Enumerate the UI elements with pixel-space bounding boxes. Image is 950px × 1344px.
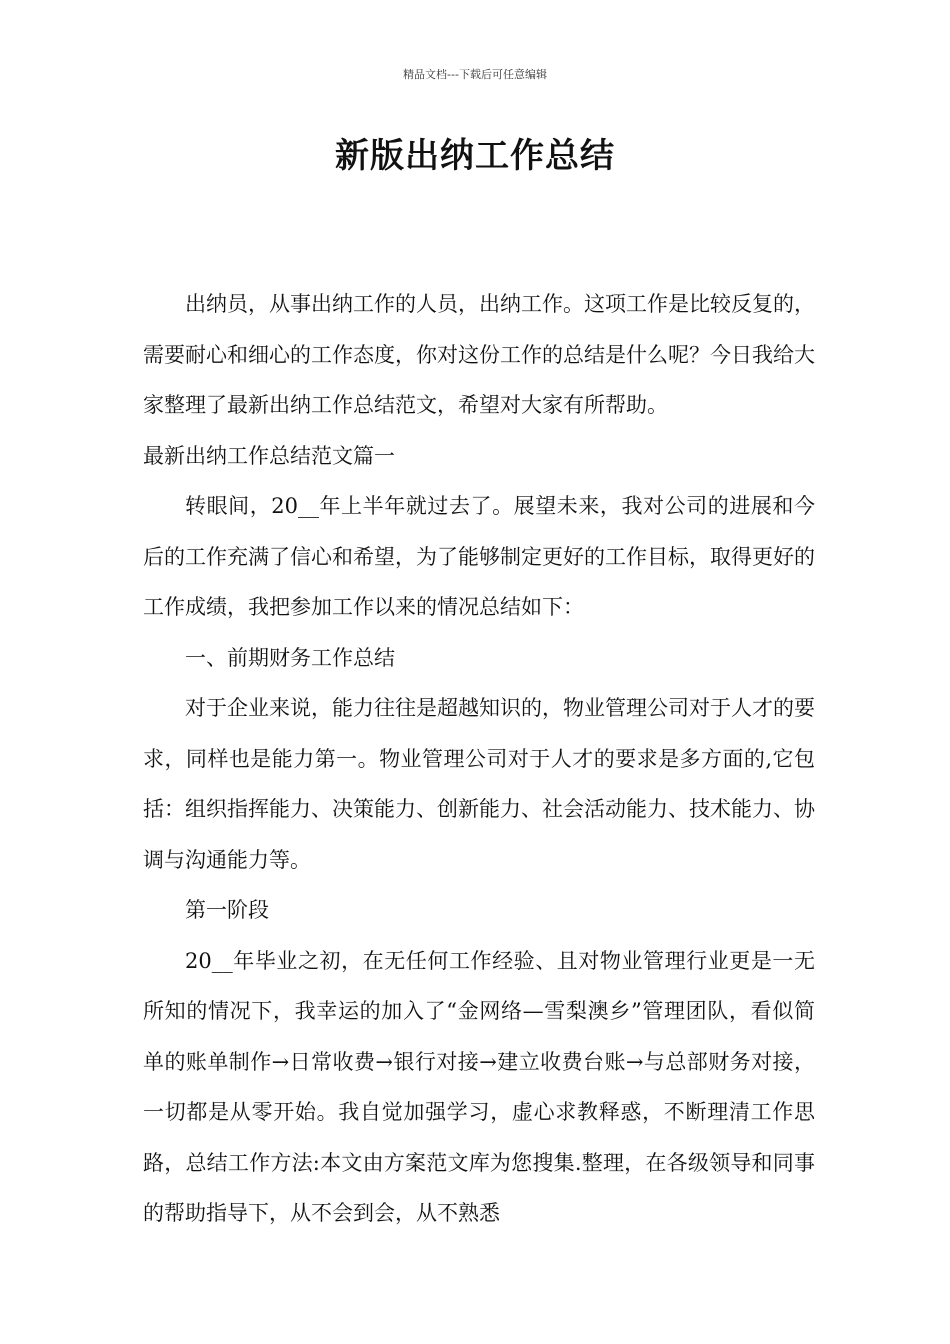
document-title: 新版出纳工作总结	[335, 136, 615, 176]
section-heading-stage-1: 第一阶段	[185, 898, 269, 922]
paragraph-ability: 对于企业来说，能力往往是超越知识的，物业管理公司对于人才的要求，同样也是能力第一。物业管理公司对于人才的要求是多方面的,它包括：组织指挥能力、决策能力、创新能力、社会活动能力、技术能力、协调与沟通能力等。	[143, 696, 815, 872]
paragraph-stage-1: 20__年毕业之初，在无任何工作经验、且对物业管理行业更是一无所知的情况下，我幸运的加入了“金网络—雪梨澳乡”管理团队，看似简单的账单制作→日常收费→银行对接→建立收费台账→与总部财务对接，一切都是从零开始。我自觉加强学习，虚心求教释惑，不断理清工作思路，总结工作方法:本文由方案范文库为您搜集.整理，在各级领导和同事的帮助指导下，从不会到会，从不熟悉	[143, 948, 815, 1225]
paragraph-intro: 出纳员，从事出纳工作的人员，出纳工作。这项工作是比较反复的，需要耐心和细心的工作态度，你对这份工作的总结是什么呢？今日我给大家整理了最新出纳工作总结范文，希望对大家有所帮助。	[143, 292, 815, 417]
paragraph-subheading: 最新出纳工作总结范文篇一	[143, 443, 395, 468]
document-body	[143, 279, 815, 1239]
paragraph-summary-opening: 转眼间，20__年上半年就过去了。展望未来，我对公司的进展和今后的工作充满了信心和希望，为了能够制定更好的工作目标，取得更好的工作成绩，我把参加工作以来的情况总结如下：	[143, 494, 815, 619]
header-note: 精品文档---下载后可任意编辑	[403, 68, 547, 81]
section-heading-1: 一、前期财务工作总结	[185, 645, 395, 670]
